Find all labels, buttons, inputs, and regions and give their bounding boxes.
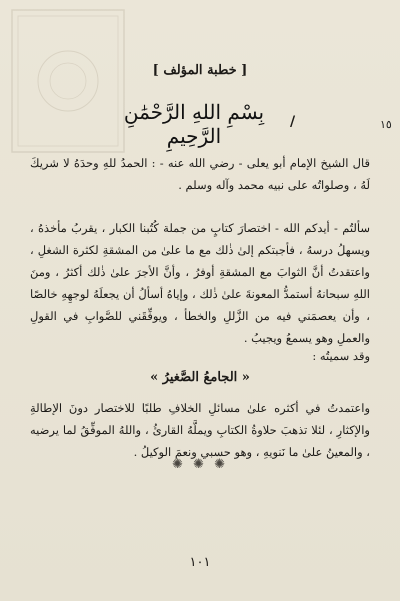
section-heading: [ خطبة المؤلف ] bbox=[152, 63, 248, 78]
slash-mark: / bbox=[290, 114, 296, 130]
paragraph-opening: قال الشيخ الإمام أبو يعلى - رضي الله عنه - : الحمدُ للهِ وحدَهُ لا شريكَ لَهُ ، وصلواتُه على نبيه محمد وآله وسلم . bbox=[30, 156, 370, 192]
book-title: « الجامعُ الصَّغيرُ » bbox=[150, 370, 250, 385]
page-number: ١٠١ bbox=[189, 555, 211, 570]
basmala-calligraphy: بِسْمِ اللهِ الرَّحْمَٰنِ الرَّحِيمِ bbox=[123, 100, 265, 148]
manuscript-page-marker: ١٥ bbox=[380, 118, 392, 131]
paragraph-request: سألتُم - أيدكم الله - اختصارَ كتابٍ من جملة كُتُبنا الكبار ، يقربُ مأخذهُ ، ويسهلُ درسهُ ، فأجبتكم إلىٰ ذٰلك مع ما علىٰ من المشقةِ لكثرة الشغلِ ، واعتقدتُ أنَّ الثوابَ مع المشقةِ أوفرُ ، وأنَّ الأجرَ علىٰ ذٰلك أكثرُ ، ومنَ اللهِ سبحانهُ أستمدُّ المعونةَ علىٰ ذٰلك ، وإياهُ أسألُ أن يجعلَهُ لوجهِهِ خالصًا ، وأن يعصمَني فيه من الزَّللِ والخطأ ، ويوفِّقَني للصَّوابِ في القولِ والعملِ وهو يسمعُ ويجيبُ . bbox=[30, 221, 370, 345]
paragraph-method: واعتمدتُ في أكثره علىٰ مسائلِ الخلافِ طلبًا للاختصار دونَ الإطالةِ والإكثارِ ، لئلا تذهبَ حلاوةُ الكتابِ ويملَّهُ القارئُ ، واللهُ الموفِّقُ لما يرضيه ، والمعينُ علىٰ ما نَنويهِ ، وهو حسبي ونعمَ الوكيلُ . bbox=[30, 401, 370, 459]
paragraph-naming: وقد سميتُه : bbox=[312, 349, 370, 363]
section-divider-stars: ✺ ✺ ✺ bbox=[172, 457, 228, 472]
